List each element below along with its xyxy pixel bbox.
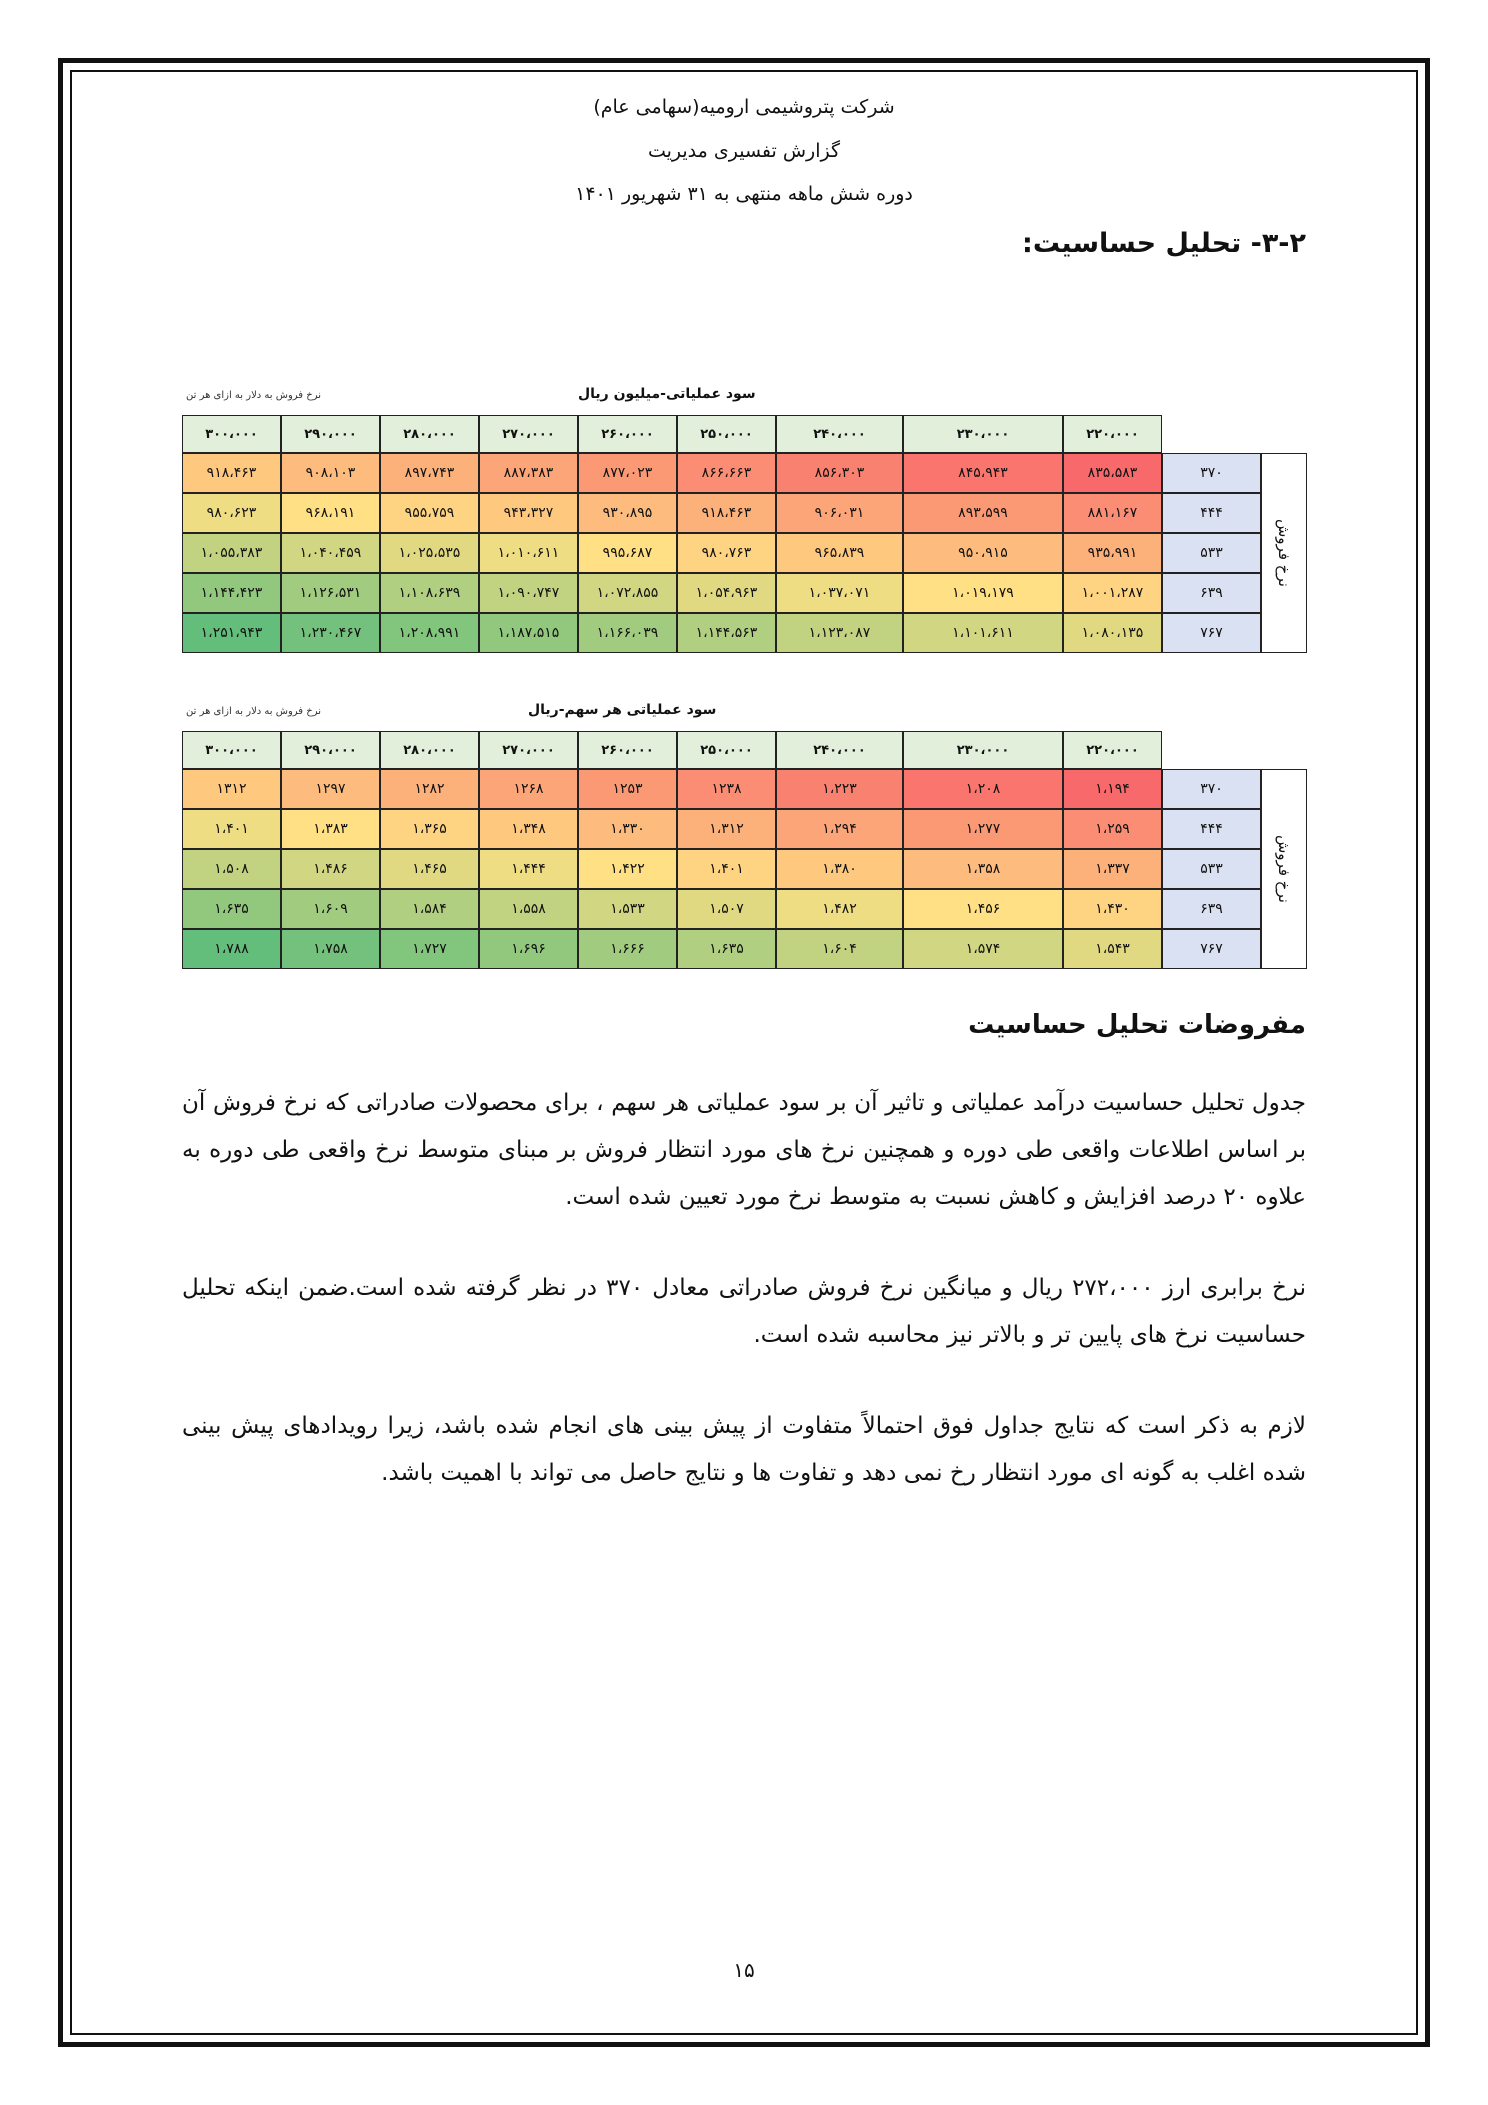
row-header: ۳۷۰ xyxy=(1162,769,1261,809)
table-cell: ۱،۴۰۱ xyxy=(677,849,776,889)
column-header: ۲۴۰،۰۰۰ xyxy=(776,731,903,769)
column-header: ۲۸۰،۰۰۰ xyxy=(380,415,479,453)
table-cell: ۱،۱۰۱،۶۱۱ xyxy=(903,613,1063,653)
table-cell: ۱،۴۲۲ xyxy=(578,849,677,889)
table-cell: ۱،۵۵۸ xyxy=(479,889,578,929)
table-cell: ۱،۱۸۷،۵۱۵ xyxy=(479,613,578,653)
table-cell: ۱،۵۳۳ xyxy=(578,889,677,929)
table-cell: ۱،۶۰۹ xyxy=(281,889,380,929)
table-cell: ۱،۲۰۸،۹۹۱ xyxy=(380,613,479,653)
table-cell: ۱،۰۴۰،۴۵۹ xyxy=(281,533,380,573)
table-cell: ۱،۶۰۴ xyxy=(776,929,903,969)
table-cell: ۱،۲۵۹ xyxy=(1063,809,1162,849)
table-cell: ۱،۰۲۵،۵۳۵ xyxy=(380,533,479,573)
table-cell: ۱،۶۳۵ xyxy=(182,889,281,929)
table-cell: ۸۳۵،۵۸۳ xyxy=(1063,453,1162,493)
table-cell: ۱،۴۳۰ xyxy=(1063,889,1162,929)
assumptions-title: مفروضات تحلیل حساسیت xyxy=(968,1010,1306,1040)
table-cell: ۱،۱۴۴،۵۶۳ xyxy=(677,613,776,653)
column-header: ۳۰۰،۰۰۰ xyxy=(182,731,281,769)
page-border-inner xyxy=(70,70,1418,2035)
column-header: ۲۲۰،۰۰۰ xyxy=(1063,415,1162,453)
table-cell: ۱،۰۱۰،۶۱۱ xyxy=(479,533,578,573)
report-period: دوره شش ماهه منتهی به ۳۱ شهریور ۱۴۰۱ xyxy=(575,183,913,205)
table-cell: ۱،۰۵۴،۹۶۳ xyxy=(677,573,776,613)
column-header: ۲۵۰،۰۰۰ xyxy=(677,415,776,453)
table-cell: ۹۰۶،۰۳۱ xyxy=(776,493,903,533)
column-header: ۲۳۰،۰۰۰ xyxy=(903,731,1063,769)
table2-title: سود عملیاتی هر سهم-ریال xyxy=(528,702,717,718)
table-cell: ۱،۴۸۲ xyxy=(776,889,903,929)
paragraph-3: لازم به ذکر است که نتایج جداول فوق احتمالاً متفاوت از پیش بینی های انجام شده باشد، زیرا رویدادهای پیش بینی شده اغلب به گونه ای مورد انتظار رخ نمی دهد و تفاوت ها و نتایج حاصل می تواند با اهمیت باشد. xyxy=(182,1413,1306,1486)
table1-title: سود عملیاتی-میلیون ریال xyxy=(578,386,756,402)
table-cell: ۱۲۳۸ xyxy=(677,769,776,809)
column-header: ۲۹۰،۰۰۰ xyxy=(281,415,380,453)
table-cell: ۹۳۰،۸۹۵ xyxy=(578,493,677,533)
column-header: ۲۸۰،۰۰۰ xyxy=(380,731,479,769)
row-header: ۷۶۷ xyxy=(1162,929,1261,969)
table-cell: ۱،۴۶۵ xyxy=(380,849,479,889)
table-cell: ۱،۱۰۸،۶۳۹ xyxy=(380,573,479,613)
table-cell: ۹۸۰،۷۶۳ xyxy=(677,533,776,573)
table-cell: ۱،۲۲۳ xyxy=(776,769,903,809)
section-title: ۳-۲- تحلیل حساسیت: xyxy=(1022,228,1306,259)
row-header: ۳۷۰ xyxy=(1162,453,1261,493)
column-header: ۲۵۰،۰۰۰ xyxy=(677,731,776,769)
table-cell: ۱،۵۰۷ xyxy=(677,889,776,929)
table1-note: نرخ فروش به دلار به ازای هر تن xyxy=(186,390,322,401)
table-cell: ۸۸۱،۱۶۷ xyxy=(1063,493,1162,533)
table-cell: ۱۲۵۳ xyxy=(578,769,677,809)
table-cell: ۱،۳۳۷ xyxy=(1063,849,1162,889)
row-header: ۶۳۹ xyxy=(1162,573,1261,613)
table-cell: ۱،۰۳۷،۰۷۱ xyxy=(776,573,903,613)
table-cell: ۸۶۶،۶۶۳ xyxy=(677,453,776,493)
table-cell: ۹۹۵،۶۸۷ xyxy=(578,533,677,573)
side-label: نرخ فروش xyxy=(1261,769,1307,969)
table-cell: ۱۲۹۷ xyxy=(281,769,380,809)
table-cell: ۹۵۵،۷۵۹ xyxy=(380,493,479,533)
table-cell: ۱۲۶۸ xyxy=(479,769,578,809)
column-header: ۲۳۰،۰۰۰ xyxy=(903,415,1063,453)
row-header: ۵۳۳ xyxy=(1162,533,1261,573)
row-header: ۵۳۳ xyxy=(1162,849,1261,889)
column-header: ۲۹۰،۰۰۰ xyxy=(281,731,380,769)
table-cell: ۱،۲۹۴ xyxy=(776,809,903,849)
row-header: ۶۳۹ xyxy=(1162,889,1261,929)
table-cell: ۱،۲۳۰،۴۶۷ xyxy=(281,613,380,653)
table-cell: ۹۱۸،۴۶۳ xyxy=(182,453,281,493)
table-cell: ۱،۱۴۴،۴۲۳ xyxy=(182,573,281,613)
table-cell: ۸۸۷،۳۸۳ xyxy=(479,453,578,493)
table-cell: ۱،۱۲۶،۵۳۱ xyxy=(281,573,380,613)
table-cell: ۱،۱۶۶،۰۳۹ xyxy=(578,613,677,653)
table-cell: ۹۱۸،۴۶۳ xyxy=(677,493,776,533)
table-cell: ۱،۳۴۸ xyxy=(479,809,578,849)
table-cell: ۱،۷۲۷ xyxy=(380,929,479,969)
table-cell: ۸۴۵،۹۴۳ xyxy=(903,453,1063,493)
table-cell: ۱،۶۹۶ xyxy=(479,929,578,969)
table-cell: ۱،۴۴۴ xyxy=(479,849,578,889)
column-header: ۲۶۰،۰۰۰ xyxy=(578,731,677,769)
table-cell: ۱،۳۸۰ xyxy=(776,849,903,889)
column-header: ۲۲۰،۰۰۰ xyxy=(1063,731,1162,769)
table-cell: ۱،۷۸۸ xyxy=(182,929,281,969)
table-cell: ۱،۵۸۴ xyxy=(380,889,479,929)
paragraph-2: نرخ برابری ارز ۲۷۲،۰۰۰ ریال و میانگین نرخ فروش صادراتی معادل ۳۷۰ در نظر گرفته شده است.ضمن اینکه تحلیل حساسیت نرخ های پایین تر و بالاتر نیز محاسبه شده است. xyxy=(182,1275,1306,1348)
table-cell: ۹۶۸،۱۹۱ xyxy=(281,493,380,533)
table-cell: ۱،۴۰۱ xyxy=(182,809,281,849)
table-cell: ۱،۵۷۴ xyxy=(903,929,1063,969)
table-cell: ۱،۱۹۴ xyxy=(1063,769,1162,809)
paragraph-1: جدول تحلیل حساسیت درآمد عملیاتی و تاثیر آن بر سود عملیاتی هر سهم ، برای محصولات صادراتی که نرخ فروش آن بر اساس اطلاعات واقعی طی دوره و همچنین نرخ های مورد انتظار فروش بر مبنای متوسط نرخ واقعی طی دوره به علاوه ۲۰ درصد افزایش و کاهش نسبت به متوسط نرخ مورد تعیین شده است. xyxy=(182,1090,1306,1210)
table-cell: ۱،۰۵۵،۳۸۳ xyxy=(182,533,281,573)
table-cell: ۱،۳۸۳ xyxy=(281,809,380,849)
column-header: ۲۴۰،۰۰۰ xyxy=(776,415,903,453)
table-cell: ۱،۳۳۰ xyxy=(578,809,677,849)
table-cell: ۱،۶۶۶ xyxy=(578,929,677,969)
table-cell: ۱،۵۴۳ xyxy=(1063,929,1162,969)
table-cell: ۱،۴۵۶ xyxy=(903,889,1063,929)
table-cell: ۱،۰۷۲،۸۵۵ xyxy=(578,573,677,613)
table-cell: ۱،۰۰۱،۲۸۷ xyxy=(1063,573,1162,613)
table-cell: ۱،۲۵۱،۹۴۳ xyxy=(182,613,281,653)
table-cell: ۸۷۷،۰۲۳ xyxy=(578,453,677,493)
column-header: ۲۶۰،۰۰۰ xyxy=(578,415,677,453)
table-cell: ۱،۱۲۳،۰۸۷ xyxy=(776,613,903,653)
table2-note: نرخ فروش به دلار به ازای هر تن xyxy=(186,706,322,717)
table-cell: ۱،۲۷۷ xyxy=(903,809,1063,849)
column-header: ۲۷۰،۰۰۰ xyxy=(479,415,578,453)
table-cell: ۱۳۱۲ xyxy=(182,769,281,809)
table-cell: ۱،۰۸۰،۱۳۵ xyxy=(1063,613,1162,653)
table-cell: ۹۸۰،۶۲۳ xyxy=(182,493,281,533)
row-header: ۴۴۴ xyxy=(1162,809,1261,849)
company-name: شرکت پتروشیمی ارومیه(سهامی عام) xyxy=(593,96,895,118)
table-cell: ۱۲۸۲ xyxy=(380,769,479,809)
table-cell: ۹۶۵،۸۳۹ xyxy=(776,533,903,573)
table-cell: ۸۹۷،۷۴۳ xyxy=(380,453,479,493)
table-cell: ۱،۴۸۶ xyxy=(281,849,380,889)
column-header: ۳۰۰،۰۰۰ xyxy=(182,415,281,453)
table-cell: ۱،۳۱۲ xyxy=(677,809,776,849)
table-cell: ۱،۷۵۸ xyxy=(281,929,380,969)
row-header: ۴۴۴ xyxy=(1162,493,1261,533)
table-cell: ۱،۰۹۰،۷۴۷ xyxy=(479,573,578,613)
page-number: ۱۵ xyxy=(733,1958,755,1982)
table-cell: ۹۰۸،۱۰۳ xyxy=(281,453,380,493)
table-cell: ۹۴۳،۳۲۷ xyxy=(479,493,578,533)
table-cell: ۹۳۵،۹۹۱ xyxy=(1063,533,1162,573)
table-cell: ۱،۳۶۵ xyxy=(380,809,479,849)
table-cell: ۱،۰۱۹،۱۷۹ xyxy=(903,573,1063,613)
row-header: ۷۶۷ xyxy=(1162,613,1261,653)
table-cell: ۱،۶۳۵ xyxy=(677,929,776,969)
column-header: ۲۷۰،۰۰۰ xyxy=(479,731,578,769)
table-cell: ۱،۳۵۸ xyxy=(903,849,1063,889)
table-cell: ۸۵۶،۳۰۳ xyxy=(776,453,903,493)
report-title: گزارش تفسیری مدیریت xyxy=(647,140,841,162)
side-label: نرخ فروش xyxy=(1261,453,1307,653)
table-cell: ۹۵۰،۹۱۵ xyxy=(903,533,1063,573)
table-cell: ۸۹۳،۵۹۹ xyxy=(903,493,1063,533)
table-cell: ۱،۲۰۸ xyxy=(903,769,1063,809)
table-cell: ۱،۵۰۸ xyxy=(182,849,281,889)
